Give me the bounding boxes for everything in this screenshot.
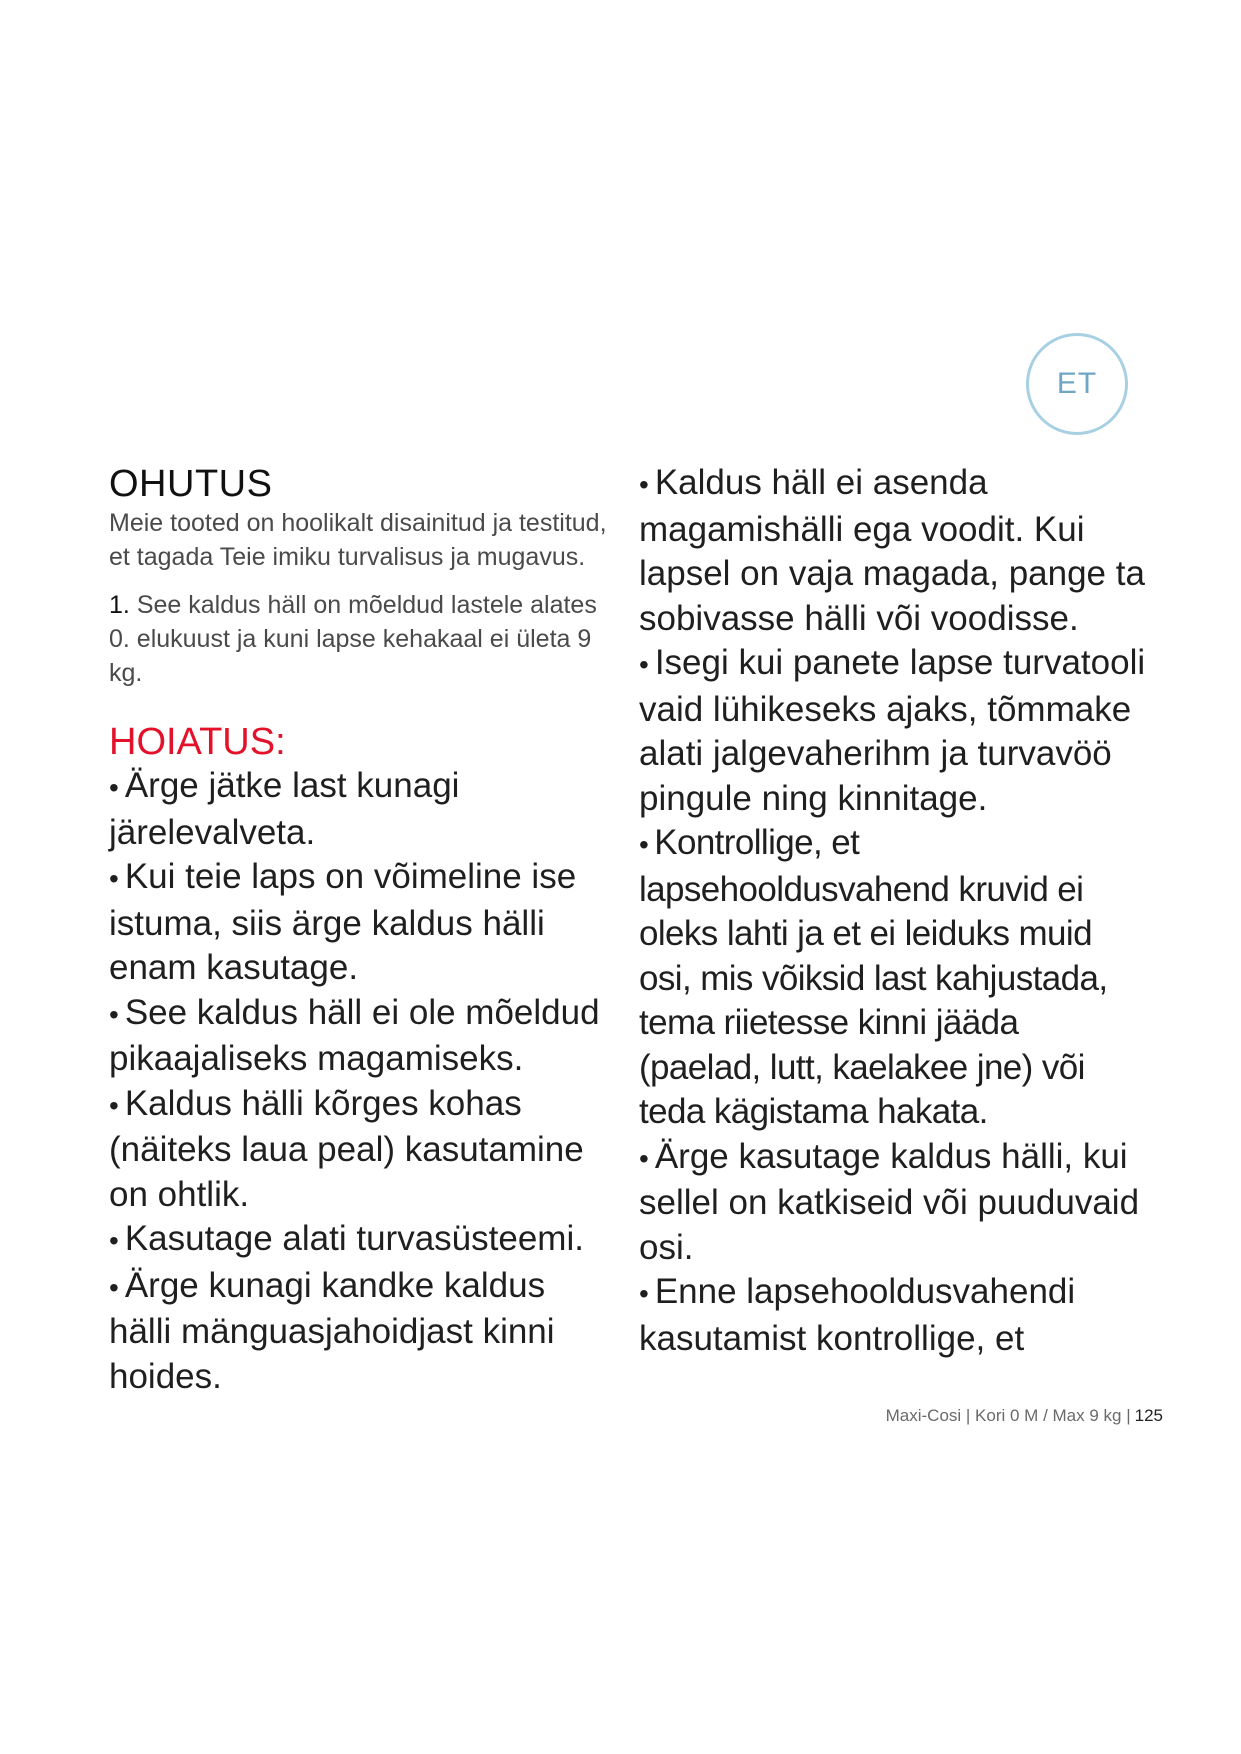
safety-item-1 xyxy=(109,588,609,690)
right-column xyxy=(639,461,1149,1361)
warning-bullet xyxy=(639,821,1149,1135)
warning-bullet-text: Enne lapsehooldusvahendi kasutamist kontrollige, et xyxy=(639,1272,1076,1358)
warning-title: HOIATUS: xyxy=(109,721,286,763)
warning-list-right xyxy=(639,461,1149,1361)
language-badge: ET xyxy=(1026,333,1128,435)
safety-item-number: 1. xyxy=(109,591,130,619)
bullet-icon: • xyxy=(639,1142,649,1174)
safety-intro: Meie tooted on hoolikalt disainitud ja testitud, et tagada Teie imiku turvalisus ja mugavus. xyxy=(109,509,607,571)
page-footer xyxy=(886,1406,1163,1426)
warning-bullet-text: Kasutage alati turvasüsteemi. xyxy=(124,1219,584,1258)
warning-bullet xyxy=(639,461,1149,641)
bullet-icon: • xyxy=(639,1278,649,1309)
warning-bullet xyxy=(109,991,609,1082)
bullet-icon: • xyxy=(109,772,119,803)
warning-bullet-text: Kontrollige, et lapsehooldusvahend kruvid ei oleks lahti ja et ei leiduks muid osi, mis võiksid last kahjustada, tema riietesse kinni jääda (paelad, lutt, kaelakee jne) või teda kägistama hakata. xyxy=(639,823,1108,1131)
bullet-icon: • xyxy=(109,998,119,1030)
warning-bullet xyxy=(109,764,609,855)
footer-product-text: Maxi-Cosi | Kori 0 M / Max 9 kg | xyxy=(885,1406,1131,1425)
warning-bullet xyxy=(639,641,1149,821)
warning-bullet-text: Kaldus hälli kõrges kohas (näiteks laua peal) kasutamine on ohtlik. xyxy=(109,1083,584,1214)
bullet-icon: • xyxy=(109,1225,119,1256)
warning-bullet xyxy=(109,1217,609,1264)
warning-bullet xyxy=(109,855,609,991)
warning-bullet-text: See kaldus häll ei ole mõeldud pikaajaliseks magamiseks. xyxy=(109,992,600,1078)
warning-bullet-text: Ärge jätke last kunagi järelevalveta. xyxy=(109,766,460,852)
bullet-icon: • xyxy=(639,469,649,500)
warning-bullet xyxy=(109,1082,609,1218)
warning-bullet xyxy=(639,1135,1149,1271)
warning-bullet-text: Isegi kui panete lapse turvatooli vaid lühikeseks ajaks, tõmmake alati jalgevaherihm ja turvavöö pingule ning kinnitage. xyxy=(639,643,1146,818)
bullet-icon: • xyxy=(639,829,649,860)
warning-bullet-text: Ärge kasutage kaldus hälli, kui sellel on katkiseid või puuduvaid osi. xyxy=(639,1136,1140,1267)
bullet-icon: • xyxy=(109,1089,119,1121)
warning-bullet-text: Kui teie laps on võimeline ise istuma, siis ärge kaldus hälli enam kasutage. xyxy=(109,857,577,987)
warning-list-left xyxy=(109,764,609,1399)
left-column xyxy=(109,462,609,1399)
bullet-icon: • xyxy=(639,649,649,680)
bullet-icon: • xyxy=(109,1271,119,1303)
warning-bullet xyxy=(639,1270,1149,1361)
warning-bullet xyxy=(109,1264,609,1400)
warning-bullet-text: Ärge kunagi kandke kaldus hälli mänguasjahoidjast kinni hoides. xyxy=(109,1265,555,1396)
bullet-icon: • xyxy=(109,863,119,894)
page-number: 125 xyxy=(1134,1406,1163,1425)
warning-bullet-text: Kaldus häll ei asenda magamishälli ega voodit. Kui lapsel on vaja magada, pange ta sobivasse hälli või voodisse. xyxy=(639,463,1145,638)
safety-title: OHUTUS xyxy=(109,463,273,505)
safety-item-text: See kaldus häll on mõeldud lastele alates 0. elukuust ja kuni lapse kehakaal ei ületa 9 kg. xyxy=(109,591,597,687)
